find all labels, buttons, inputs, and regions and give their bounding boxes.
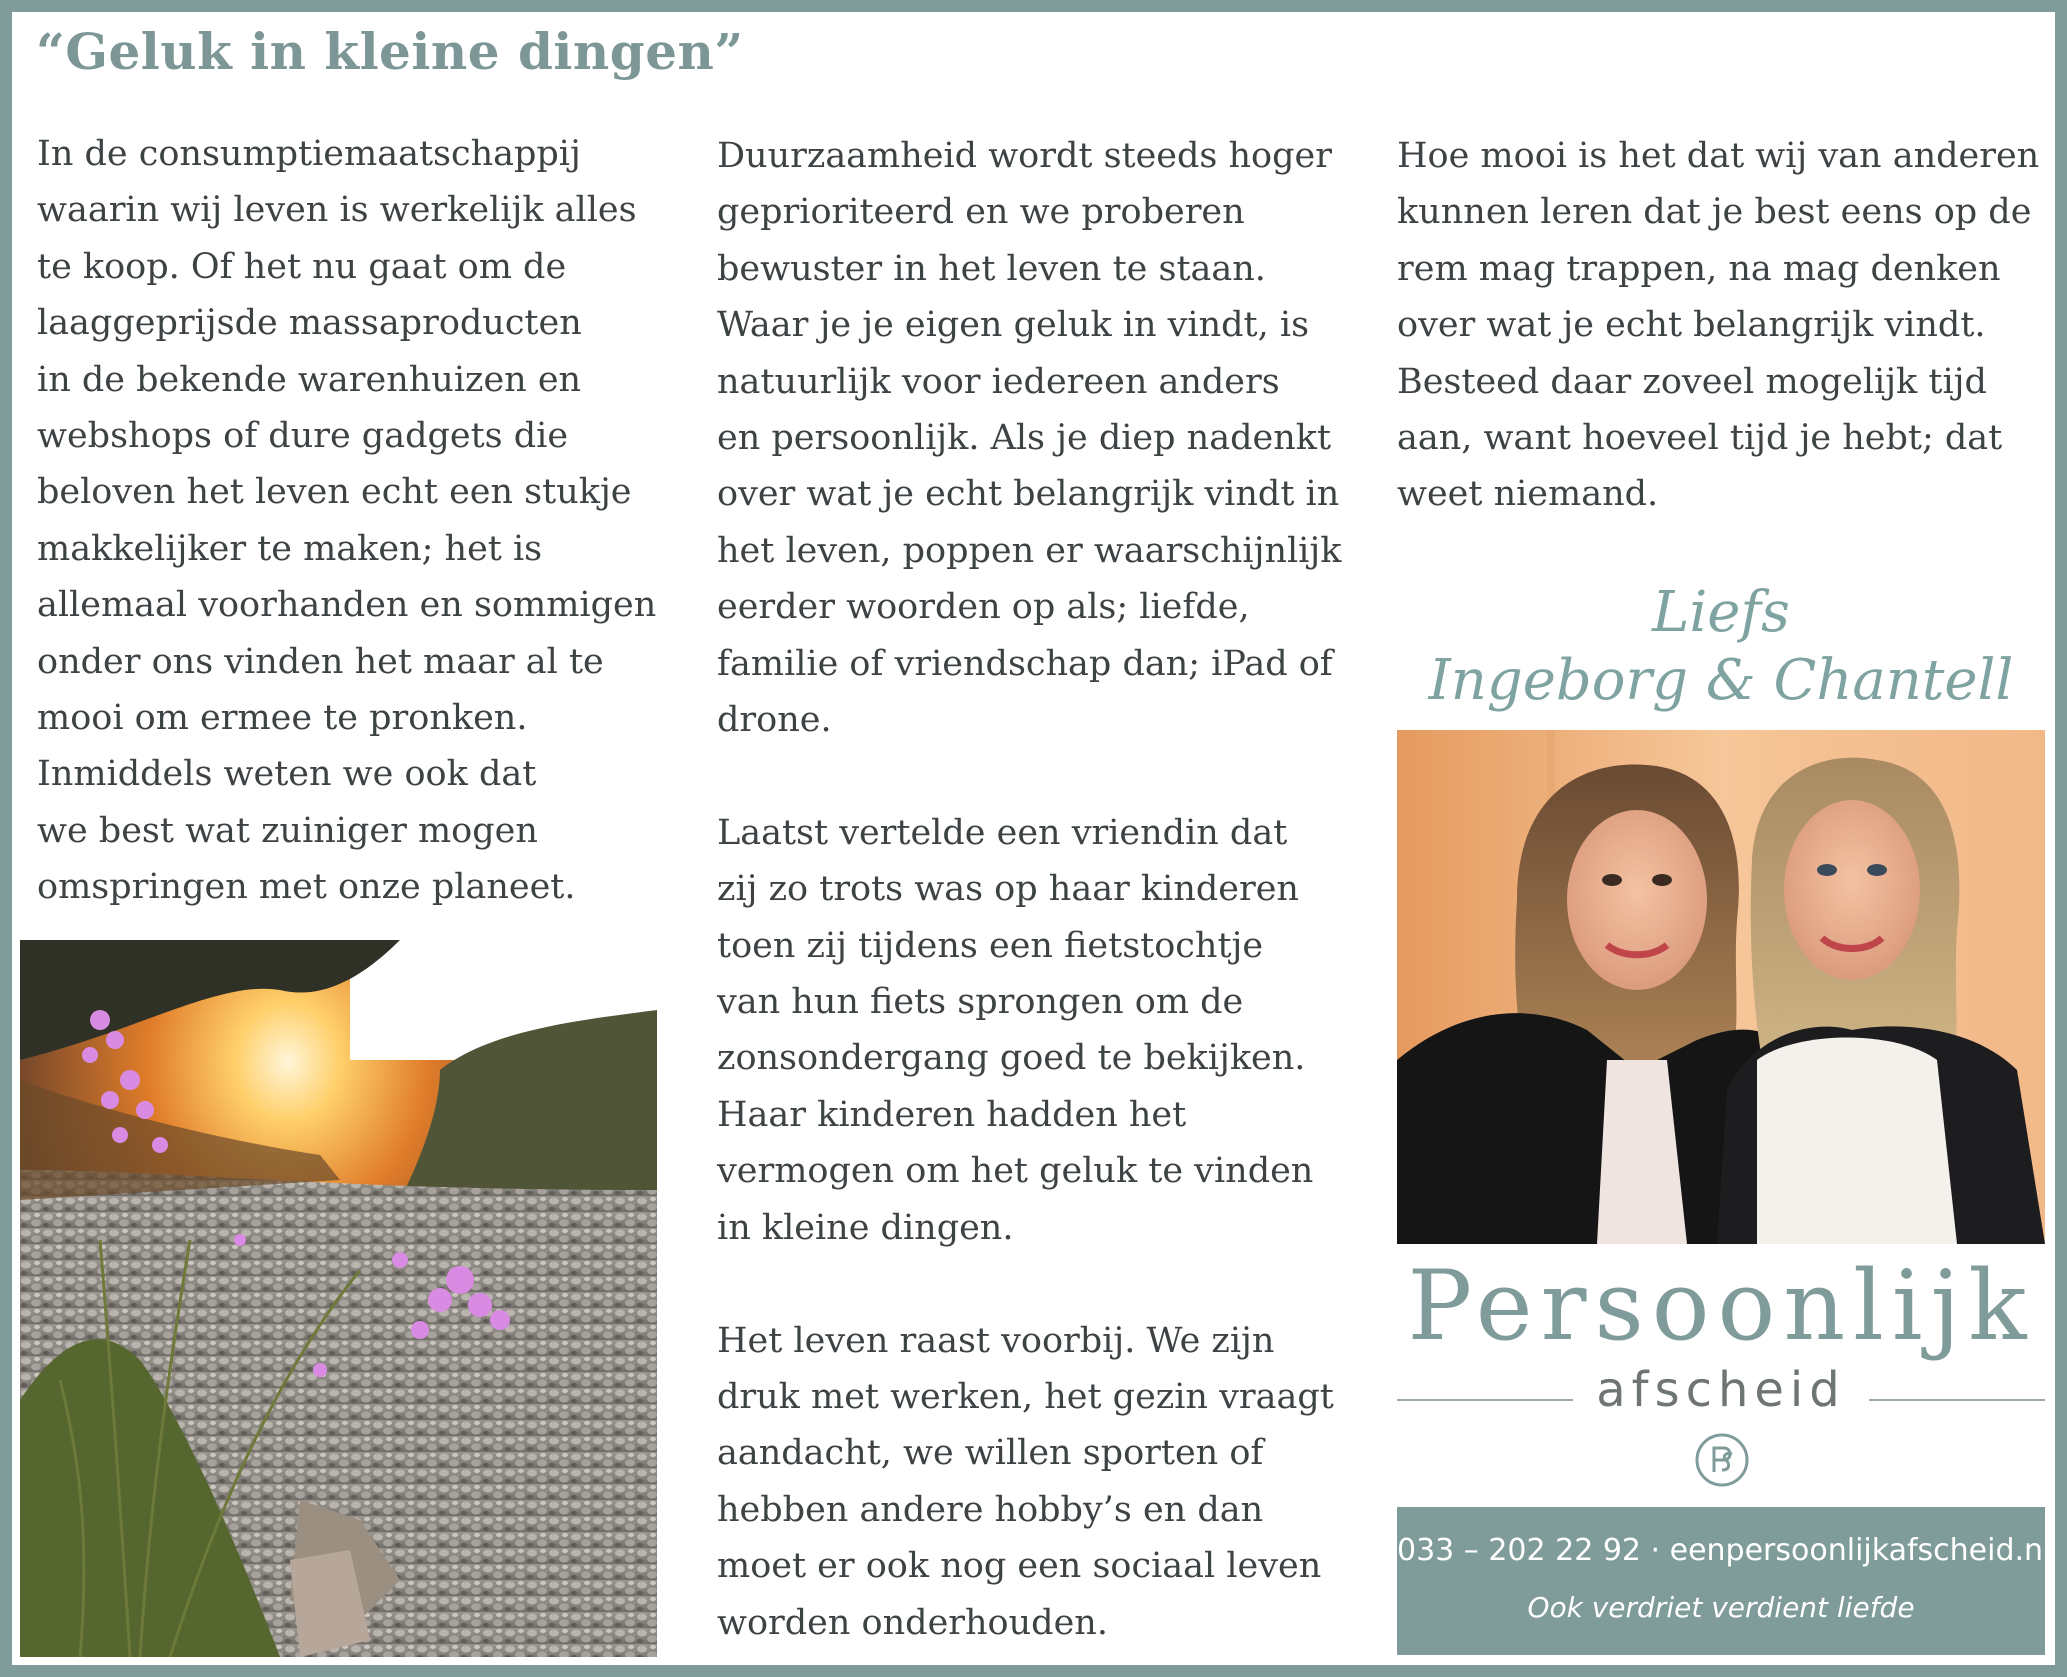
text-line: zij zo trots was op haar kinderen [717,869,1299,910]
text-line: Inmiddels weten we ook dat [37,754,537,795]
text-line: over wat je echt belangrijk vindt. [1397,305,1986,346]
text-line: Waar je je eigen geluk in vindt, is [717,305,1310,346]
text-line: beloven het leven echt een stukje [37,472,632,513]
text-line: we best wat zuiniger mogen [37,810,538,851]
text-line: laaggeprijsde massaproducten [37,303,582,344]
text-line: over wat je echt belangrijk vindt in [717,474,1340,515]
column-3 [1397,128,2039,523]
brand-subtitle: afscheid [1596,1362,1846,1418]
brand-subtitle-row [1397,1362,2045,1432]
text-line: Haar kinderen hadden het [717,1094,1187,1135]
portrait-photo [1397,730,2045,1244]
text-line: toen zij tijdens een fietstochtje [717,925,1264,966]
tagline: Ook verdriet verdient liefde [1527,1591,1915,1624]
text-line: worden onderhouden. [717,1602,1108,1643]
paragraph-gap [717,748,1341,804]
column-1 [37,126,656,916]
text-line: geprioriteerd en we proberen [717,192,1245,233]
signature-greeting: Liefs [1652,580,1790,645]
text-line: het leven, poppen er waarschijnlijk [717,530,1342,571]
text-line: hebben andere hobby’s en dan [717,1489,1264,1530]
article-title: “Geluk in kleine dingen” [36,22,744,81]
text-line: eerder woorden op als; liefde, [717,587,1250,628]
text-line: In de consumptiemaatschappij [37,134,581,174]
text-line: Besteed daar zoveel mogelijk tijd [1397,361,1987,402]
contact-details[interactable]: 033 – 202 22 92 · eenpersoonlijkafscheid.nl [1397,1533,2052,1568]
text-line: webshops of dure gadgets die [37,416,569,457]
text-line: drone. [717,700,832,741]
text-line: kunnen leren dat je best eens op de [1397,192,2032,233]
text-line: vermogen om het geluk te vinden [717,1151,1314,1192]
text-line: en persoonlijk. Als je diep nadenkt [717,418,1332,459]
text-line: moet er ook nog een sociaal leven [717,1546,1322,1587]
text-line: weet niemand. [1397,474,1659,515]
text-line: van hun fiets sprongen om de [717,982,1244,1023]
text-line: natuurlijk voor iedereen anders [717,361,1280,402]
text-line: zonsondergang goed te bekijken. [717,1038,1306,1079]
text-line: Het leven raast voorbij. We zijn [717,1320,1275,1361]
text-line: Duurzaamheid wordt steeds hoger [717,136,1332,176]
text-line: bewuster in het leven te staan. [717,248,1266,289]
text-line: in de bekende warenhuizen en [37,359,582,400]
column-2 [717,128,1341,1651]
signature-names: Ingeborg & Chantell [1428,648,2014,713]
text-line: omspringen met onze planeet. [37,867,576,908]
text-line: familie of vriendschap dan; iPad of [717,643,1333,684]
text-line: onder ons vinden het maar al te [37,641,604,682]
text-line: allemaal voorhanden en sommigen [37,585,657,626]
sunset-flower-photo [20,940,657,1657]
text-line: waarin wij leven is werkelijk alles [37,190,637,231]
text-line: Laatst vertelde een vriendin dat [717,812,1288,853]
text-line: makkelijker te maken; het is [37,528,543,569]
text-line: Hoe mooi is het dat wij van anderen [1397,136,2040,176]
text-line: te koop. Of het nu gaat om de [37,246,567,287]
text-line: in kleine dingen. [717,1207,1014,1248]
ps-monogram-icon [1694,1432,1750,1488]
text-line: druk met werken, het gezin vraagt [717,1376,1334,1417]
brand-name: Persoonlijk [1407,1250,2035,1362]
contact-box [1397,1507,2052,1655]
text-line: rem mag trappen, na mag denken [1397,248,2001,289]
text-line: aandacht, we willen sporten of [717,1433,1264,1474]
text-line: aan, want hoeveel tijd je hebt; dat [1397,418,2003,459]
paragraph-gap [717,1256,1341,1312]
text-line: mooi om ermee te pronken. [37,698,528,739]
